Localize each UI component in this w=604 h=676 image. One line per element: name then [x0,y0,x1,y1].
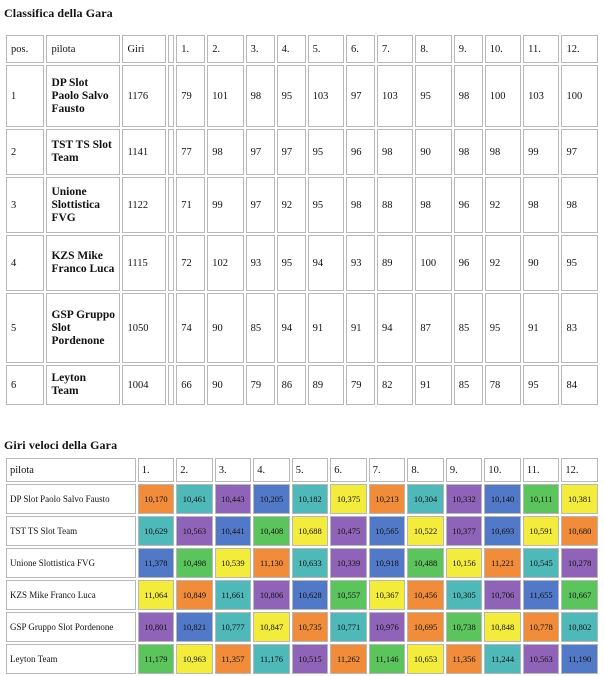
heat-laps-cell: 99 [523,129,559,175]
header-heat: 8. [415,35,451,63]
lap-time-cell: 11,130 [253,548,290,578]
heat-laps-cell: 92 [485,235,521,291]
header-heat: 8. [407,458,444,482]
fastlaps-title: Giri veloci della Gara [4,438,118,452]
lap-time-cell: 10,653 [407,644,444,674]
lap-time-cell: 10,304 [407,484,444,514]
standings-header-row [6,35,598,63]
heat-laps-cell: 66 [176,365,205,405]
heat-laps-cell: 83 [561,293,598,363]
lap-time-cell: 11,357 [215,644,252,674]
heat-laps-cell: 91 [523,293,559,363]
laps-cell: 1115 [122,235,166,291]
lap-time-cell: 10,847 [253,612,290,642]
heat-laps-cell: 95 [561,235,598,291]
heat-laps-cell: 95 [415,65,451,127]
standings-table [4,33,600,407]
heat-laps-cell: 89 [308,365,344,405]
fastlaps-header-row [6,458,598,482]
lap-time-cell: 10,591 [523,516,560,546]
lap-time-cell: 11,244 [484,644,521,674]
lap-time-cell: 10,140 [484,484,521,514]
heat-laps-cell: 98 [246,65,275,127]
heat-laps-cell: 93 [346,235,375,291]
lap-time-cell: 10,381 [561,484,598,514]
heat-laps-cell: 77 [176,129,205,175]
team-cell: KZS Mike Franco Luca [46,235,120,291]
header-heat: 1. [138,458,175,482]
lap-time-cell: 11,661 [215,580,252,610]
header-heat: 11. [523,458,560,482]
fastlaps-row [6,516,598,546]
lap-time-cell: 10,522 [407,516,444,546]
lap-time-cell: 10,213 [369,484,406,514]
fastlaps-row [6,580,598,610]
lap-time-cell: 11,378 [138,548,175,578]
header-heat: 7. [377,35,413,63]
pos-cell: 1 [6,65,44,127]
heat-laps-cell: 97 [561,129,598,175]
heat-laps-cell: 97 [246,129,275,175]
pos-cell: 3 [6,177,44,233]
team-cell: DP Slot Paolo Salvo Fausto [46,65,120,127]
standings-row [6,293,598,363]
lap-time-cell: 11,179 [138,644,175,674]
heat-laps-cell: 92 [277,177,306,233]
header-heat: 9. [446,458,483,482]
header-heat: 10. [484,458,521,482]
heat-laps-cell: 95 [485,293,521,363]
lap-time-cell: 10,539 [215,548,252,578]
heat-laps-cell: 98 [377,129,413,175]
heat-laps-cell: 99 [207,177,243,233]
spacer-cell [168,65,174,127]
header-heat: 2. [176,458,213,482]
lap-time-cell: 10,515 [292,644,329,674]
spacer-cell [168,365,174,405]
spacer-cell [168,35,174,63]
heat-laps-cell: 102 [207,235,243,291]
heat-laps-cell: 85 [454,365,483,405]
lap-time-cell: 10,695 [407,612,444,642]
pilot-cell: DP Slot Paolo Salvo Fausto [6,484,136,514]
heat-laps-cell: 91 [415,365,451,405]
standings-row [6,177,598,233]
header-heat: 5. [308,35,344,63]
header-heat: 3. [215,458,252,482]
lap-time-cell: 10,377 [446,516,483,546]
lap-time-cell: 10,629 [138,516,175,546]
spacer-cell [168,235,174,291]
lap-time-cell: 11,655 [523,580,560,610]
fastlaps-row [6,612,598,642]
lap-time-cell: 10,801 [138,612,175,642]
lap-time-cell: 10,565 [369,516,406,546]
lap-time-cell: 10,557 [330,580,367,610]
laps-cell: 1122 [122,177,166,233]
lap-time-cell: 10,563 [523,644,560,674]
lap-time-cell: 10,918 [369,548,406,578]
heat-laps-cell: 87 [415,293,451,363]
header-heat: 6. [330,458,367,482]
lap-time-cell: 10,475 [330,516,367,546]
header-heat: 1. [176,35,205,63]
lap-time-cell: 10,976 [369,612,406,642]
lap-time-cell: 10,848 [484,612,521,642]
pilot-cell: Leyton Team [6,644,136,674]
heat-laps-cell: 79 [246,365,275,405]
heat-laps-cell: 84 [561,365,598,405]
pos-cell: 4 [6,235,44,291]
pilot-cell: GSP Gruppo Slot Pordenone [6,612,136,642]
header-heat: 5. [292,458,329,482]
heat-laps-cell: 79 [346,365,375,405]
heat-laps-cell: 96 [346,129,375,175]
lap-time-cell: 10,278 [561,548,598,578]
header-pilot: pilota [46,35,120,63]
lap-time-cell: 10,305 [446,580,483,610]
team-cell: Leyton Team [46,365,120,405]
lap-time-cell: 10,963 [176,644,213,674]
heat-laps-cell: 101 [207,65,243,127]
header-heat: 12. [561,35,598,63]
heat-laps-cell: 98 [561,177,598,233]
heat-laps-cell: 90 [415,129,451,175]
heat-laps-cell: 94 [377,293,413,363]
header-heat: 3. [246,35,275,63]
heat-laps-cell: 98 [207,129,243,175]
lap-time-cell: 10,488 [407,548,444,578]
lap-time-cell: 11,146 [369,644,406,674]
heat-laps-cell: 93 [246,235,275,291]
lap-time-cell: 10,806 [253,580,290,610]
lap-time-cell: 11,262 [330,644,367,674]
lap-time-cell: 10,667 [561,580,598,610]
heat-laps-cell: 85 [246,293,275,363]
heat-laps-cell: 100 [485,65,521,127]
heat-laps-cell: 103 [308,65,344,127]
standings-row [6,65,598,127]
heat-laps-cell: 97 [246,177,275,233]
heat-laps-cell: 78 [485,365,521,405]
lap-time-cell: 10,182 [292,484,329,514]
header-heat: 12. [561,458,598,482]
laps-cell: 1176 [122,65,166,127]
team-cell: Unione Slottistica FVG [46,177,120,233]
lap-time-cell: 10,498 [176,548,213,578]
heat-laps-cell: 95 [308,177,344,233]
lap-time-cell: 10,170 [138,484,175,514]
lap-time-cell: 10,111 [523,484,560,514]
heat-laps-cell: 100 [561,65,598,127]
lap-time-cell: 10,735 [292,612,329,642]
heat-laps-cell: 79 [176,65,205,127]
lap-time-cell: 10,693 [484,516,521,546]
heat-laps-cell: 96 [454,177,483,233]
fastlaps-table [4,456,600,676]
lap-time-cell: 10,443 [215,484,252,514]
heat-laps-cell: 96 [454,235,483,291]
lap-time-cell: 10,849 [176,580,213,610]
fastlaps-row [6,548,598,578]
standings-title: Classifica della Gara [4,6,113,20]
lap-time-cell: 10,821 [176,612,213,642]
lap-time-cell: 10,367 [369,580,406,610]
lap-time-cell: 11,064 [138,580,175,610]
heat-laps-cell: 89 [377,235,413,291]
laps-cell: 1050 [122,293,166,363]
standings-row [6,235,598,291]
lap-time-cell: 10,633 [292,548,329,578]
header-heat: 4. [253,458,290,482]
header-heat: 10. [485,35,521,63]
heat-laps-cell: 94 [277,293,306,363]
lap-time-cell: 10,156 [446,548,483,578]
header-heat: 2. [207,35,243,63]
lap-time-cell: 11,221 [484,548,521,578]
header-laps: Giri [122,35,166,63]
lap-time-cell: 10,778 [523,612,560,642]
fastlaps-row [6,484,598,514]
lap-time-cell: 10,461 [176,484,213,514]
heat-laps-cell: 95 [523,365,559,405]
lap-time-cell: 11,176 [253,644,290,674]
lap-time-cell: 10,628 [292,580,329,610]
lap-time-cell: 10,563 [176,516,213,546]
lap-time-cell: 11,190 [561,644,598,674]
lap-time-cell: 10,545 [523,548,560,578]
lap-time-cell: 10,375 [330,484,367,514]
heat-laps-cell: 88 [377,177,413,233]
heat-laps-cell: 86 [277,365,306,405]
header-pilot: pilota [6,458,136,482]
header-heat: 7. [369,458,406,482]
pilot-cell: Unione Slottistica FVG [6,548,136,578]
heat-laps-cell: 97 [277,129,306,175]
lap-time-cell: 10,777 [215,612,252,642]
heat-laps-cell: 95 [308,129,344,175]
heat-laps-cell: 72 [176,235,205,291]
heat-laps-cell: 97 [346,65,375,127]
header-heat: 4. [277,35,306,63]
heat-laps-cell: 94 [308,235,344,291]
spacer-cell [168,177,174,233]
header-heat: 11. [523,35,559,63]
lap-time-cell: 10,688 [292,516,329,546]
heat-laps-cell: 100 [415,235,451,291]
heat-laps-cell: 95 [277,235,306,291]
heat-laps-cell: 74 [176,293,205,363]
lap-time-cell: 10,205 [253,484,290,514]
pilot-cell: KZS Mike Franco Luca [6,580,136,610]
heat-laps-cell: 91 [346,293,375,363]
lap-time-cell: 10,456 [407,580,444,610]
heat-laps-cell: 103 [523,65,559,127]
heat-laps-cell: 71 [176,177,205,233]
pos-cell: 6 [6,365,44,405]
heat-laps-cell: 85 [454,293,483,363]
heat-laps-cell: 98 [346,177,375,233]
lap-time-cell: 10,408 [253,516,290,546]
heat-laps-cell: 82 [377,365,413,405]
laps-cell: 1004 [122,365,166,405]
lap-time-cell: 10,706 [484,580,521,610]
standings-row [6,129,598,175]
heat-laps-cell: 90 [523,235,559,291]
lap-time-cell: 10,738 [446,612,483,642]
spacer-cell [168,129,174,175]
spacer-cell [168,293,174,363]
pilot-cell: TST TS Slot Team [6,516,136,546]
laps-cell: 1141 [122,129,166,175]
standings-row [6,365,598,405]
header-heat: 6. [346,35,375,63]
heat-laps-cell: 95 [277,65,306,127]
heat-laps-cell: 98 [415,177,451,233]
fastlaps-row [6,644,598,674]
team-cell: TST TS Slot Team [46,129,120,175]
pos-cell: 2 [6,129,44,175]
team-cell: GSP Gruppo Slot Pordenone [46,293,120,363]
heat-laps-cell: 91 [308,293,344,363]
heat-laps-cell: 98 [485,129,521,175]
heat-laps-cell: 90 [207,365,243,405]
heat-laps-cell: 90 [207,293,243,363]
lap-time-cell: 10,332 [446,484,483,514]
header-heat: 9. [454,35,483,63]
heat-laps-cell: 98 [454,129,483,175]
lap-time-cell: 10,680 [561,516,598,546]
lap-time-cell: 10,802 [561,612,598,642]
lap-time-cell: 10,771 [330,612,367,642]
heat-laps-cell: 103 [377,65,413,127]
heat-laps-cell: 92 [485,177,521,233]
pos-cell: 5 [6,293,44,363]
header-pos: pos. [6,35,44,63]
heat-laps-cell: 98 [523,177,559,233]
lap-time-cell: 10,339 [330,548,367,578]
lap-time-cell: 10,441 [215,516,252,546]
lap-time-cell: 11,356 [446,644,483,674]
heat-laps-cell: 98 [454,65,483,127]
